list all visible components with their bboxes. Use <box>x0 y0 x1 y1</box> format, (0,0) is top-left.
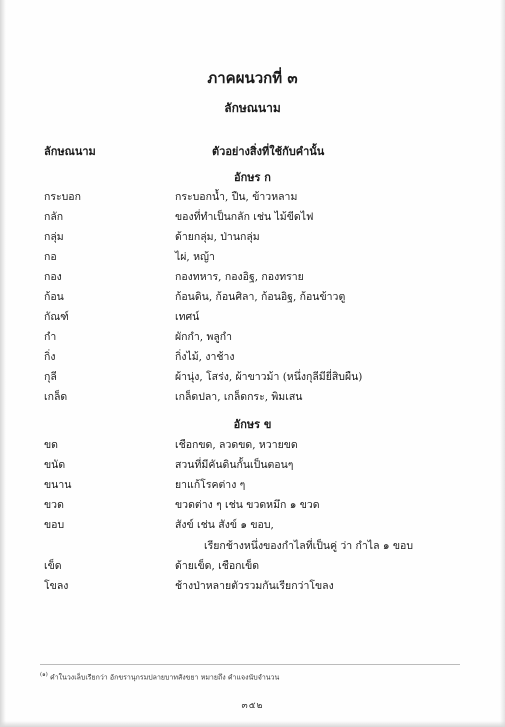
entry-term: กิ่ง <box>44 351 56 363</box>
page-subtitle: ลักษณนาม <box>224 101 281 115</box>
entry-example: ไผ่, หญ้า <box>175 251 215 263</box>
entry-row <box>0 476 505 494</box>
entry-term: กระบอก <box>44 191 81 203</box>
footnote <box>40 671 279 683</box>
page-title: ภาคผนวกที่ ๓ <box>207 69 298 87</box>
entry-row <box>0 516 505 534</box>
entry-example: ยาแก้โรคต่าง ๆ <box>175 479 246 491</box>
entry-row <box>0 388 505 406</box>
entry-example: สวนที่มีคันดินกั้นเป็นตอนๆ <box>175 459 294 471</box>
footnote-divider <box>40 664 460 665</box>
entry-row <box>0 208 505 226</box>
entry-term: ก้อน <box>44 291 64 303</box>
entry-example: ด้ายกลุ่ม, ป่านกลุ่ม <box>175 231 260 243</box>
entry-term: กลัก <box>44 211 64 223</box>
entry-row <box>0 577 505 595</box>
entry-term: กำ <box>44 331 57 343</box>
entry-term: โขลง <box>44 580 69 592</box>
entry-term: กอ <box>44 251 57 263</box>
entry-row <box>0 188 505 206</box>
column-header-term: ลักษณนาม <box>44 145 96 158</box>
entry-term: กัณฑ์ <box>44 311 69 323</box>
entry-row <box>0 288 505 306</box>
footnote-marker: (๑) <box>40 672 48 678</box>
entry-row <box>0 308 505 326</box>
entry-term: เกล็ด <box>44 391 68 403</box>
entry-row <box>0 328 505 346</box>
entry-row <box>0 348 505 366</box>
footnote-text: คำในวงเล็บเรียกว่า อักขรานุกรมปลายบาทสังขยา หมายถึง คำแจงนับจำนวน <box>50 673 280 682</box>
entry-row <box>0 368 505 386</box>
entry-row <box>0 248 505 266</box>
entry-example: ผักกำ, พลูกำ <box>175 331 233 343</box>
entry-example: กองทหาร, กองอิฐ, กองทราย <box>175 271 304 283</box>
entry-term: ขวด <box>44 499 64 511</box>
entry-example: เกล็ดปลา, เกล็ดกระ, พิมเสน <box>175 391 303 403</box>
entry-example: ก้อนดิน, ก้อนศิลา, ก้อนอิฐ, ก้อนข้าวตู <box>175 291 346 303</box>
entry-term: ขด <box>44 439 58 451</box>
entry-row <box>0 557 505 575</box>
entry-example: เชือกขด, ลวดขด, หวายขด <box>175 439 298 451</box>
entry-example: เทศน์ <box>175 311 200 323</box>
section-heading-kho: อักษร ข <box>233 418 272 431</box>
entry-example: สังข์ เช่น สังข์ ๑ ขอบ, <box>175 519 274 531</box>
page-number: ๓๕๒ <box>241 701 264 711</box>
entry-term: ขนาน <box>44 479 72 491</box>
entry-term: ขนัด <box>44 459 66 471</box>
entry-example: กิ่งไม้, งาช้าง <box>175 351 235 363</box>
entry-term: ขอบ <box>44 519 65 531</box>
entry-row <box>0 496 505 514</box>
entry-example: กระบอกน้ำ, ปืน, ข้าวหลาม <box>175 191 298 203</box>
entry-term: กลุ่ม <box>44 231 64 243</box>
entry-example: ขวดต่าง ๆ เช่น ขวดหมึก ๑ ขวด <box>175 499 320 511</box>
entry-term: กุลี <box>44 371 57 383</box>
entry-term: เข็ด <box>44 560 62 572</box>
entry-row <box>0 228 505 246</box>
entry-row <box>0 456 505 474</box>
column-header-example: ตัวอย่างสิ่งที่ใช้กับคำนั้น <box>212 145 325 158</box>
section-heading-ko: อักษร ก <box>234 171 271 184</box>
entry-continuation: เรียกช้างหนึ่งของกำไลที่เป็นคู่ ว่า กำไล ๑ ขอบ <box>204 540 413 552</box>
entry-example: ด้ายเข็ด, เชือกเข็ด <box>175 560 260 572</box>
entry-row <box>0 268 505 286</box>
entry-example: ของที่ทำเป็นกลัก เช่น ไม้ขีดไฟ <box>175 211 314 223</box>
entry-term: กอง <box>44 271 62 283</box>
entry-example: ช้างป่าหลายตัวรวมกันเรียกว่าโขลง <box>175 580 334 592</box>
entry-example: ผ้านุ่ง, โสร่ง, ผ้าขาวม้า (หนึ่งกุลีมียี่สิบผืน) <box>175 371 363 383</box>
page-bottom-edge-shadow <box>0 721 505 727</box>
entry-row <box>0 436 505 454</box>
